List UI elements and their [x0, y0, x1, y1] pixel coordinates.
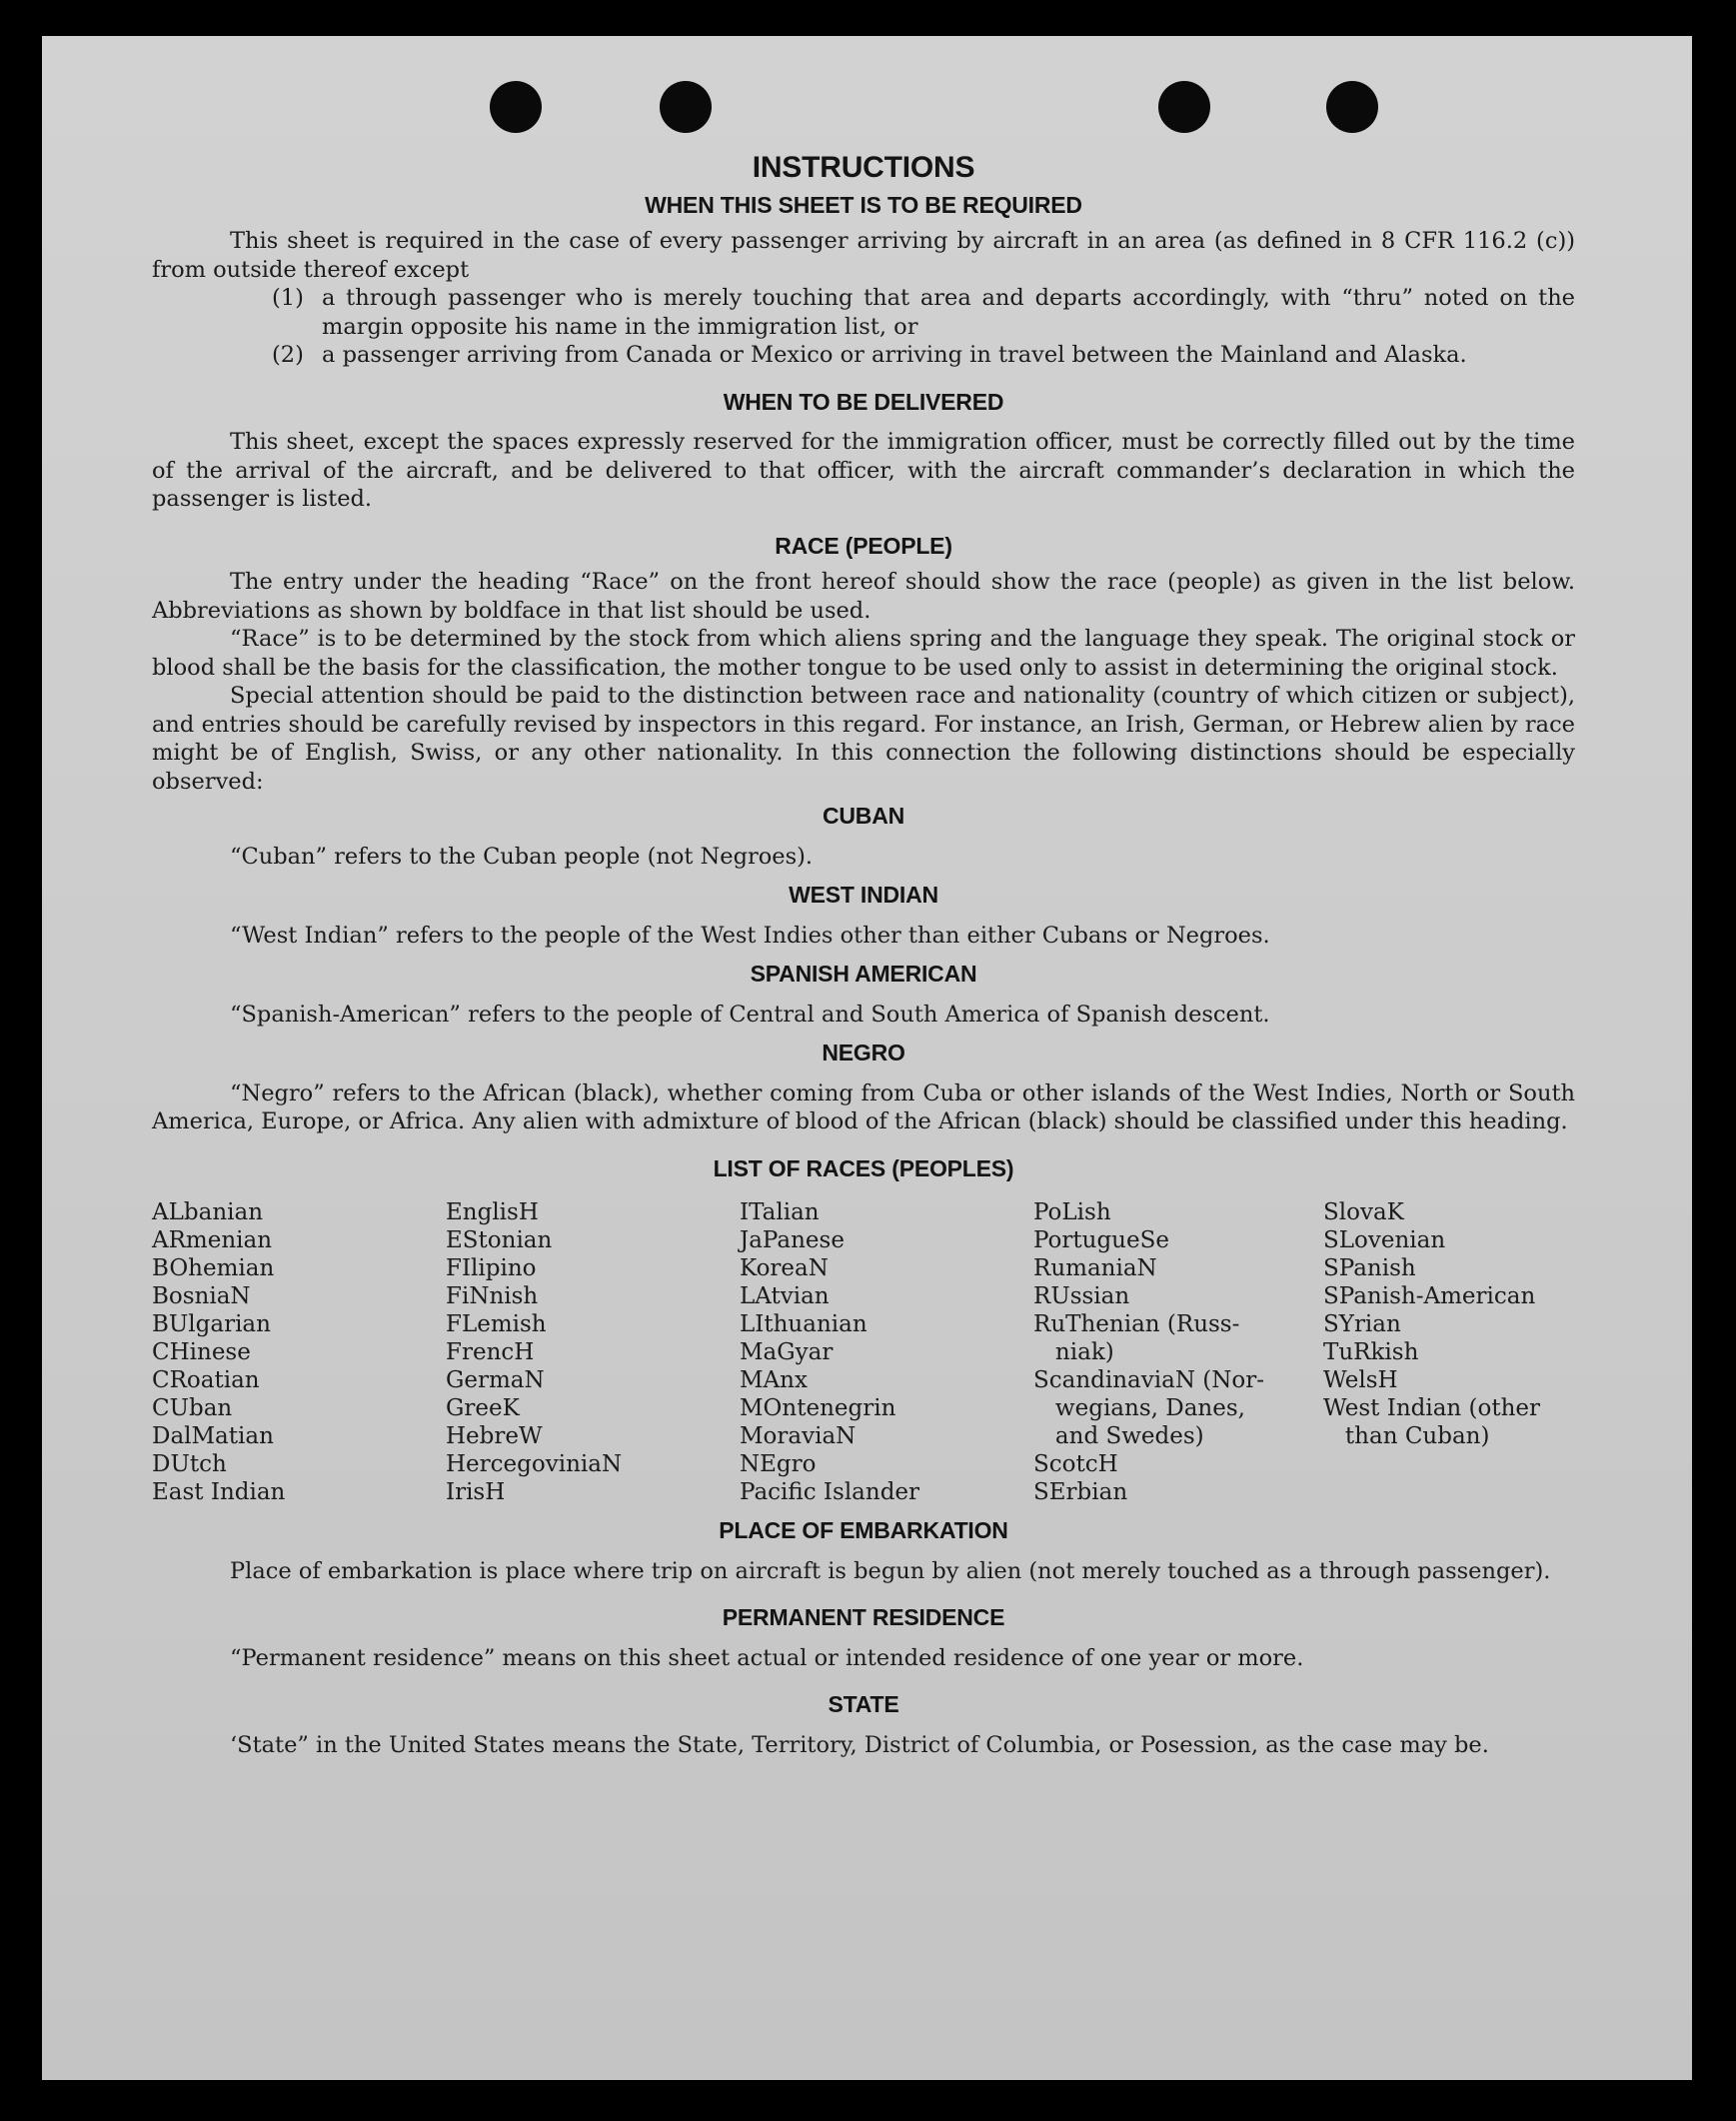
- section-paragraph: ‘State” in the United States means the State, Territory, District of Columbia, or Posession, as the case may be.: [230, 1731, 1489, 1758]
- races-column: [152, 1198, 446, 1506]
- race-entry: ALbanian: [152, 1199, 264, 1225]
- race-entry: RUssian: [1033, 1283, 1130, 1309]
- list-text: a through passenger who is merely touching that area and departs accordingly, with “thru” noted on the margin opposite his name in the immigration list, or: [322, 285, 1575, 340]
- section-heading: CUBAN: [822, 803, 905, 829]
- list-number: (2): [272, 342, 304, 368]
- section-paragraph: The entry under the heading “Race” on the front hereof should show the race (people) as given in the list below. Abbreviations as shown by boldface in that list should be used.: [152, 569, 1575, 624]
- race-entry: MoraviaN: [740, 1423, 857, 1449]
- list-item: [152, 284, 1575, 341]
- section-paragraph: “Race” is to be determined by the stock from which aliens spring and the language they speak. The original stock or blood shall be the basis for the classification, the mother tongue to be used only to assist in determining the original stock.: [152, 626, 1575, 681]
- race-entry: SYrian: [1323, 1311, 1401, 1337]
- race-entry: KoreaN: [740, 1255, 829, 1281]
- section-heading: STATE: [828, 1691, 899, 1717]
- race-entry: BUlgarian: [152, 1311, 271, 1337]
- section-paragraph: Special attention should be paid to the distinction between race and nationality (country of which citizen or subject), and entries should be carefully revised by inspectors in this regard. For instance, an Irish, German, or Hebrew alien by race might be of English, Swiss, or any other nationality. In this connection the following distinctions should be especially observed:: [152, 683, 1575, 795]
- race-entry: BosniaN: [152, 1283, 251, 1309]
- race-entry: SErbian: [1033, 1479, 1128, 1505]
- race-entry: ARmenian: [152, 1227, 273, 1253]
- race-entry: IrisH: [446, 1479, 506, 1505]
- race-entry: FiNnish: [446, 1283, 539, 1309]
- punch-hole: [1158, 81, 1210, 133]
- section-paragraph: “Spanish-American” refers to the people of Central and South America of Spanish descent.: [230, 1001, 1270, 1028]
- race-entry: SPanish: [1323, 1255, 1416, 1281]
- races-heading: LIST OF RACES (PEOPLES): [713, 1154, 1014, 1181]
- section-heading: WHEN TO BE DELIVERED: [723, 388, 1004, 415]
- race-entry: MOntenegrin: [740, 1395, 896, 1421]
- race-entry: LAtvian: [740, 1283, 830, 1309]
- race-entry: WelsH: [1323, 1367, 1398, 1393]
- race-entry: BOhemian: [152, 1255, 275, 1281]
- section-paragraph: “Permanent residence” means on this sheet actual or intended residence of one year or more.: [230, 1644, 1304, 1671]
- instructions-content: [152, 151, 1575, 1759]
- race-entry: HebreW: [446, 1423, 543, 1449]
- race-entry: FIlipino: [446, 1255, 537, 1281]
- race-entry: EStonian: [446, 1227, 553, 1253]
- race-entry: TuRkish: [1323, 1339, 1419, 1365]
- race-entry: PoLish: [1033, 1199, 1111, 1225]
- race-entry: RuThenian (Russ-: [1033, 1311, 1240, 1337]
- list-number: (1): [272, 285, 304, 311]
- section-paragraph: “Negro” refers to the African (black), whether coming from Cuba or other islands of the West Indies, North or South America, Europe, or Africa. Any alien with admixture of blood of the African (black) should be classified under this heading.: [152, 1079, 1575, 1134]
- section-heading: PERMANENT RESIDENCE: [722, 1604, 1005, 1630]
- race-entry: niak): [1033, 1339, 1114, 1365]
- race-entry: CRoatian: [152, 1367, 260, 1393]
- document-sheet: [42, 36, 1692, 2080]
- race-entry: West Indian (other: [1323, 1395, 1541, 1421]
- race-entry: East Indian: [152, 1479, 286, 1505]
- race-entry: PortugueSe: [1033, 1227, 1169, 1253]
- section-paragraph: “West Indian” refers to the people of the West Indies other than either Cubans or Negroes.: [230, 922, 1270, 949]
- race-entry: SlovaK: [1323, 1199, 1404, 1225]
- races-list: [152, 1198, 1575, 1506]
- punch-hole: [1326, 81, 1378, 133]
- race-entry: FLemish: [446, 1311, 547, 1337]
- race-entry: RumaniaN: [1033, 1255, 1157, 1281]
- race-entry: CUban: [152, 1395, 233, 1421]
- race-entry: DUtch: [152, 1451, 227, 1477]
- race-entry: MAnx: [740, 1367, 808, 1393]
- race-entry: GermaN: [446, 1367, 545, 1393]
- page-title: INSTRUCTIONS: [752, 151, 975, 184]
- race-entry: LIthuanian: [740, 1311, 868, 1337]
- punch-hole: [660, 81, 712, 133]
- list-item: [152, 341, 1575, 370]
- section-paragraph: This sheet is required in the case of every passenger arriving by aircraft in an area (as defined in 8 CFR 116.2 (c)) from outside thereof except: [152, 228, 1575, 283]
- race-entry: CHinese: [152, 1339, 251, 1365]
- section-heading: NEGRO: [822, 1040, 905, 1065]
- race-entry: GreeK: [446, 1395, 520, 1421]
- race-entry: ScandinaviaN (Nor-: [1033, 1367, 1264, 1393]
- race-entry: MaGyar: [740, 1339, 834, 1365]
- race-entry: EnglisH: [446, 1199, 539, 1225]
- race-entry: ScotcH: [1033, 1451, 1118, 1477]
- races-column: [1033, 1198, 1323, 1506]
- section-heading: WHEN THIS SHEET IS TO BE REQUIRED: [645, 191, 1082, 218]
- race-entry: ITalian: [740, 1199, 820, 1225]
- section-heading: WEST INDIAN: [789, 882, 938, 908]
- section-heading: RACE (PEOPLE): [775, 532, 952, 559]
- races-column: [446, 1198, 740, 1506]
- races-column: [1323, 1198, 1575, 1506]
- list-text: a passenger arriving from Canada or Mexico or arriving in travel between the Mainland and Alaska.: [322, 342, 1467, 368]
- race-entry: SPanish-American: [1323, 1283, 1536, 1309]
- race-entry: DalMatian: [152, 1423, 274, 1449]
- punch-hole: [490, 81, 542, 133]
- race-entry: SLovenian: [1323, 1227, 1446, 1253]
- race-entry: and Swedes): [1033, 1423, 1204, 1449]
- race-entry: HercegoviniaN: [446, 1451, 623, 1477]
- race-entry: than Cuban): [1323, 1423, 1490, 1449]
- section-heading: PLACE OF EMBARKATION: [719, 1517, 1008, 1543]
- section-paragraph: “Cuban” refers to the Cuban people (not Negroes).: [230, 843, 814, 870]
- races-column: [740, 1198, 1033, 1506]
- race-entry: Pacific Islander: [740, 1479, 920, 1505]
- section-heading: SPANISH AMERICAN: [750, 961, 977, 987]
- race-entry: JaPanese: [740, 1227, 845, 1253]
- section-paragraph: This sheet, except the spaces expressly reserved for the immigration officer, must be correctly filled out by the time of the arrival of the aircraft, and be delivered to that officer, with the aircraft commander’s declaration in which the passenger is listed.: [152, 429, 1575, 512]
- section-paragraph: Place of embarkation is place where trip on aircraft is begun by alien (not merely touched as a through passenger).: [230, 1557, 1551, 1584]
- race-entry: NEgro: [740, 1451, 817, 1477]
- race-entry: wegians, Danes,: [1033, 1395, 1245, 1421]
- race-entry: FrencH: [446, 1339, 535, 1365]
